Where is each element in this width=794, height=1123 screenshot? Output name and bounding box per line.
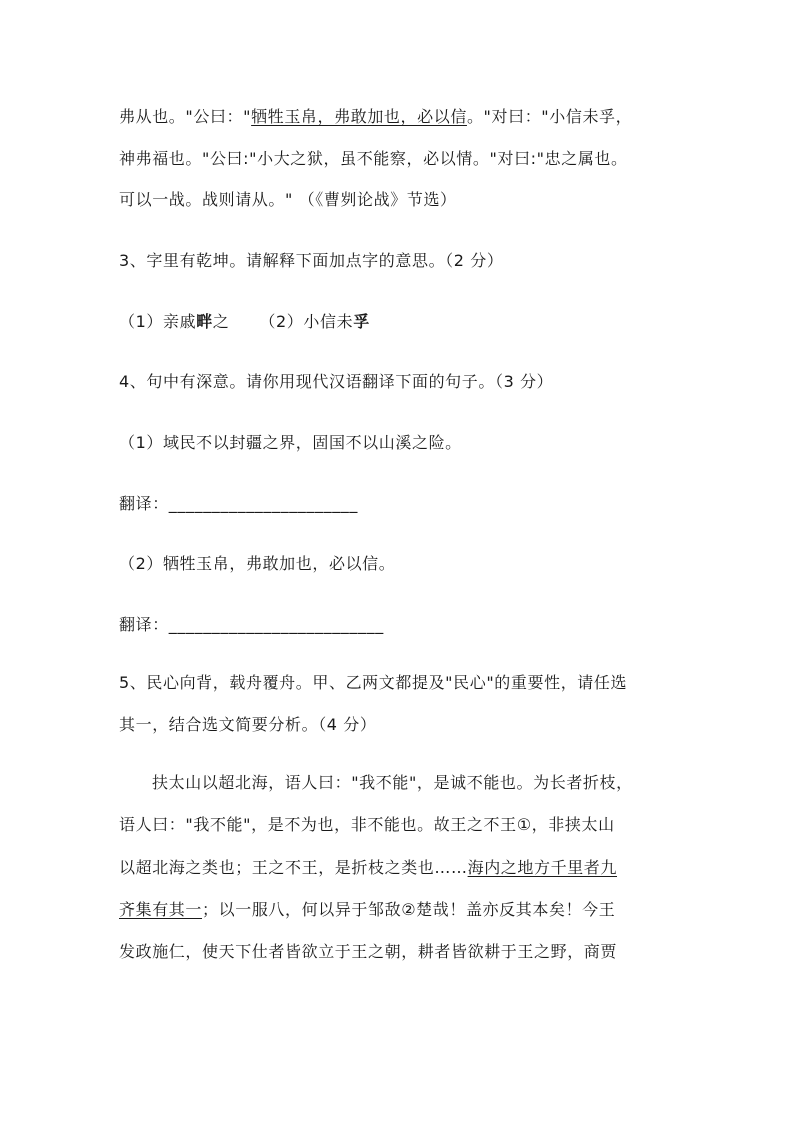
q3-item1-prefix: （1）亲戚 (119, 312, 197, 331)
passage2-line3-text: 以超北海之类也；王之不王，是折枝之类也…… (119, 858, 468, 877)
passage2-line2: 语人曰："我不能"，是不为也，非不能也。故王之不王①，非挟太山 (119, 815, 615, 834)
passage2-line5: 发政施仁，使天下仕者皆欲立于王之朝，耕者皆欲耕于王之野，商贾 (119, 942, 618, 961)
question5-title-line2: 其一，结合选文简要分析。（4 分） (119, 715, 377, 734)
question3-items (119, 311, 679, 333)
passage2-line1: 扶太山以超北海，语人曰："我不能"，是诚不能也。为长者折枝， (152, 773, 633, 792)
question4-title: 4、句中有深意。请你用现代汉语翻译下面的句子。（3 分） (119, 372, 554, 391)
passage1-line1 (119, 106, 679, 128)
question5-title-line1: 5、民心向背，载舟覆舟。甲、乙两文都提及"民心"的重要性，请任选 (119, 673, 628, 692)
underlined-sentence-part2: 齐集有其一 (119, 900, 203, 919)
question4-translation1-blank: 翻译：______________________ (119, 494, 358, 513)
passage2-line4 (119, 899, 679, 921)
passage1-line2: 神弗福也。"公曰:"小大之狱，虽不能察，必以情。"对曰:"忠之属也。 (119, 149, 628, 168)
question4-sentence2: （2）牺牲玉帛，弗敢加也，必以信。 (119, 554, 396, 573)
q3-item1-suffix: 之 (212, 312, 230, 331)
passage1-line1-text-b: 。"对曰："小信未孚， (466, 107, 633, 126)
underlined-sentence-part1: 海内之地方千里者九 (467, 858, 618, 877)
passage1-line3: 可以一战。战则请从。" （《曹刿论战》节选） (119, 190, 457, 209)
underlined-sentence: 牺牲玉帛，弗敢加也，必以信 (251, 107, 467, 126)
passage2-line3 (119, 857, 679, 879)
question4-sentence1: （1）域民不以封疆之界，固国不以山溪之险。 (119, 433, 462, 452)
passage2-line4-text: ；以一服八，何以异于邹敌②楚哉！盖亦反其本矣！今王 (202, 900, 616, 919)
question3-title: 3、字里有乾坤。请解释下面加点字的意思。（2 分） (119, 251, 504, 270)
q3-item2-dotted-word: 孚 (353, 312, 370, 331)
q3-item2-prefix: （2）小信未 (259, 312, 354, 331)
passage1-line1-text-a: 弗从也。"公曰：" (119, 107, 252, 126)
question4-translation2-blank: 翻译：_________________________ (119, 615, 384, 634)
q3-item1-dotted-word: 畔 (196, 312, 213, 331)
